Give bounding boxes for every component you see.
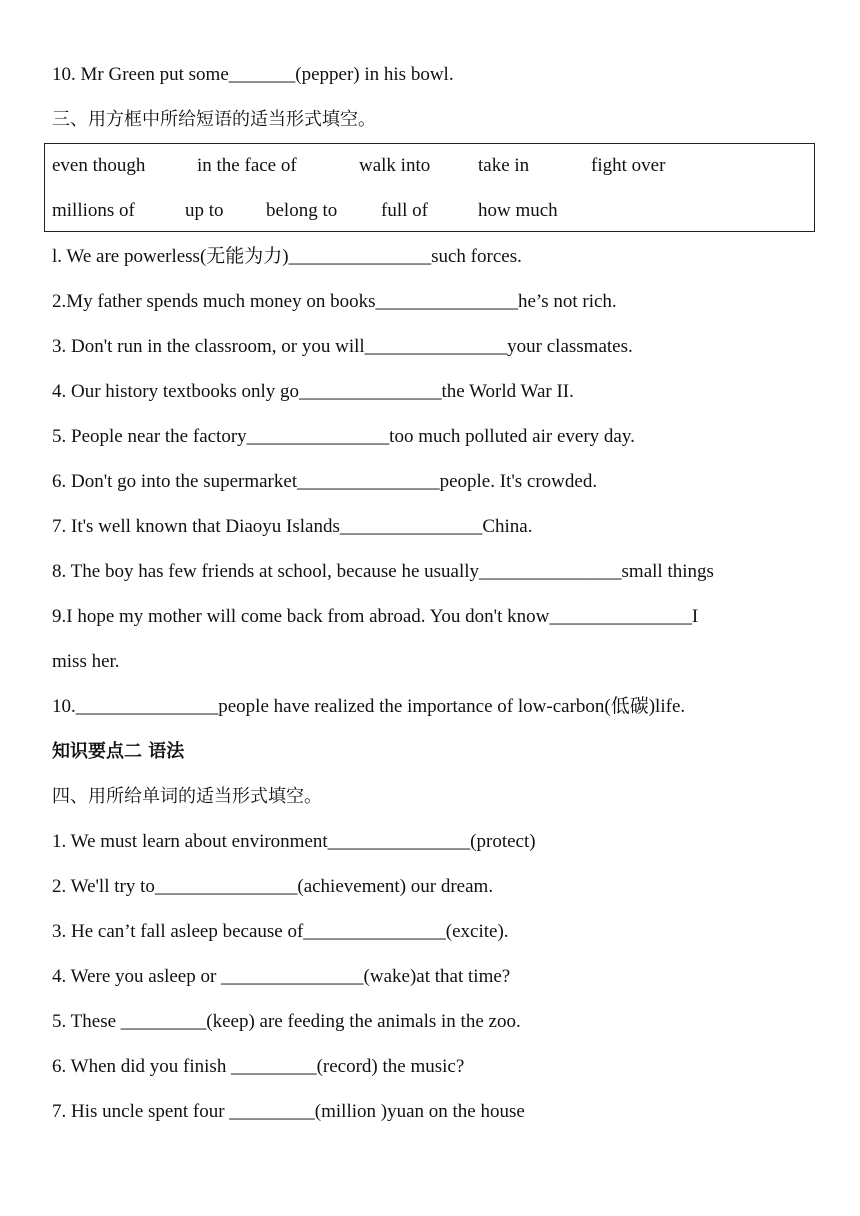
knowledge-point-2: 知识要点二 语法: [52, 741, 185, 762]
s4-question-2: 2. We'll try to_______________(achievement) our dream.: [52, 876, 494, 897]
phrase: even though: [52, 155, 146, 176]
s4-question-6: 6. When did you finish _________(record) the music?: [52, 1056, 465, 1077]
section-3-title: 三、用方框中所给短语的适当形式填空。: [52, 109, 376, 130]
s3-question-4: 4. Our history textbooks only go_______________the World War II.: [52, 381, 574, 402]
phrase: belong to: [266, 200, 338, 221]
s3-question-6: 6. Don't go into the supermarket_______________people. It's crowded.: [52, 471, 598, 492]
section-4-title: 四、用所给单词的适当形式填空。: [52, 786, 322, 807]
phrase: up to: [185, 200, 224, 221]
phrase: how much: [478, 200, 558, 221]
s3-question-2: 2.My father spends much money on books_______________he’s not rich.: [52, 291, 617, 312]
s3-question-9: 9.I hope my mother will come back from abroad. You don't know_______________I: [52, 606, 699, 627]
phrase: walk into: [359, 155, 431, 176]
phrase: take in: [478, 155, 530, 176]
phrase: fight over: [591, 155, 666, 176]
s3-question-1: l. We are powerless(无能为力)_______________such forces.: [52, 246, 522, 267]
s4-question-5: 5. These _________(keep) are feeding the animals in the zoo.: [52, 1011, 521, 1032]
s4-question-4: 4. Were you asleep or _______________(wake)at that time?: [52, 966, 511, 987]
s3-question-9-cont: miss her.: [52, 651, 120, 672]
s3-question-3: 3. Don't run in the classroom, or you will_______________your classmates.: [52, 336, 633, 357]
s4-question-7: 7. His uncle spent four _________(million )yuan on the house: [52, 1101, 525, 1122]
q10-pepper: 10. Mr Green put some_______(pepper) in his bowl.: [52, 64, 454, 85]
s3-question-7: 7. It's well known that Diaoyu Islands_______________China.: [52, 516, 533, 537]
s4-question-3: 3. He can’t fall asleep because of_______________(excite).: [52, 921, 509, 942]
phrase: millions of: [52, 200, 135, 221]
s3-question-10: 10._______________people have realized the importance of low-carbon(低碳)life.: [52, 696, 686, 717]
phrase: in the face of: [197, 155, 297, 176]
phrase-box: [44, 143, 815, 232]
s4-question-1: 1. We must learn about environment_______________(protect): [52, 831, 536, 852]
s3-question-5: 5. People near the factory_______________too much polluted air every day.: [52, 426, 635, 447]
s3-question-8: 8. The boy has few friends at school, because he usually_______________small things: [52, 561, 714, 582]
phrase: full of: [381, 200, 428, 221]
